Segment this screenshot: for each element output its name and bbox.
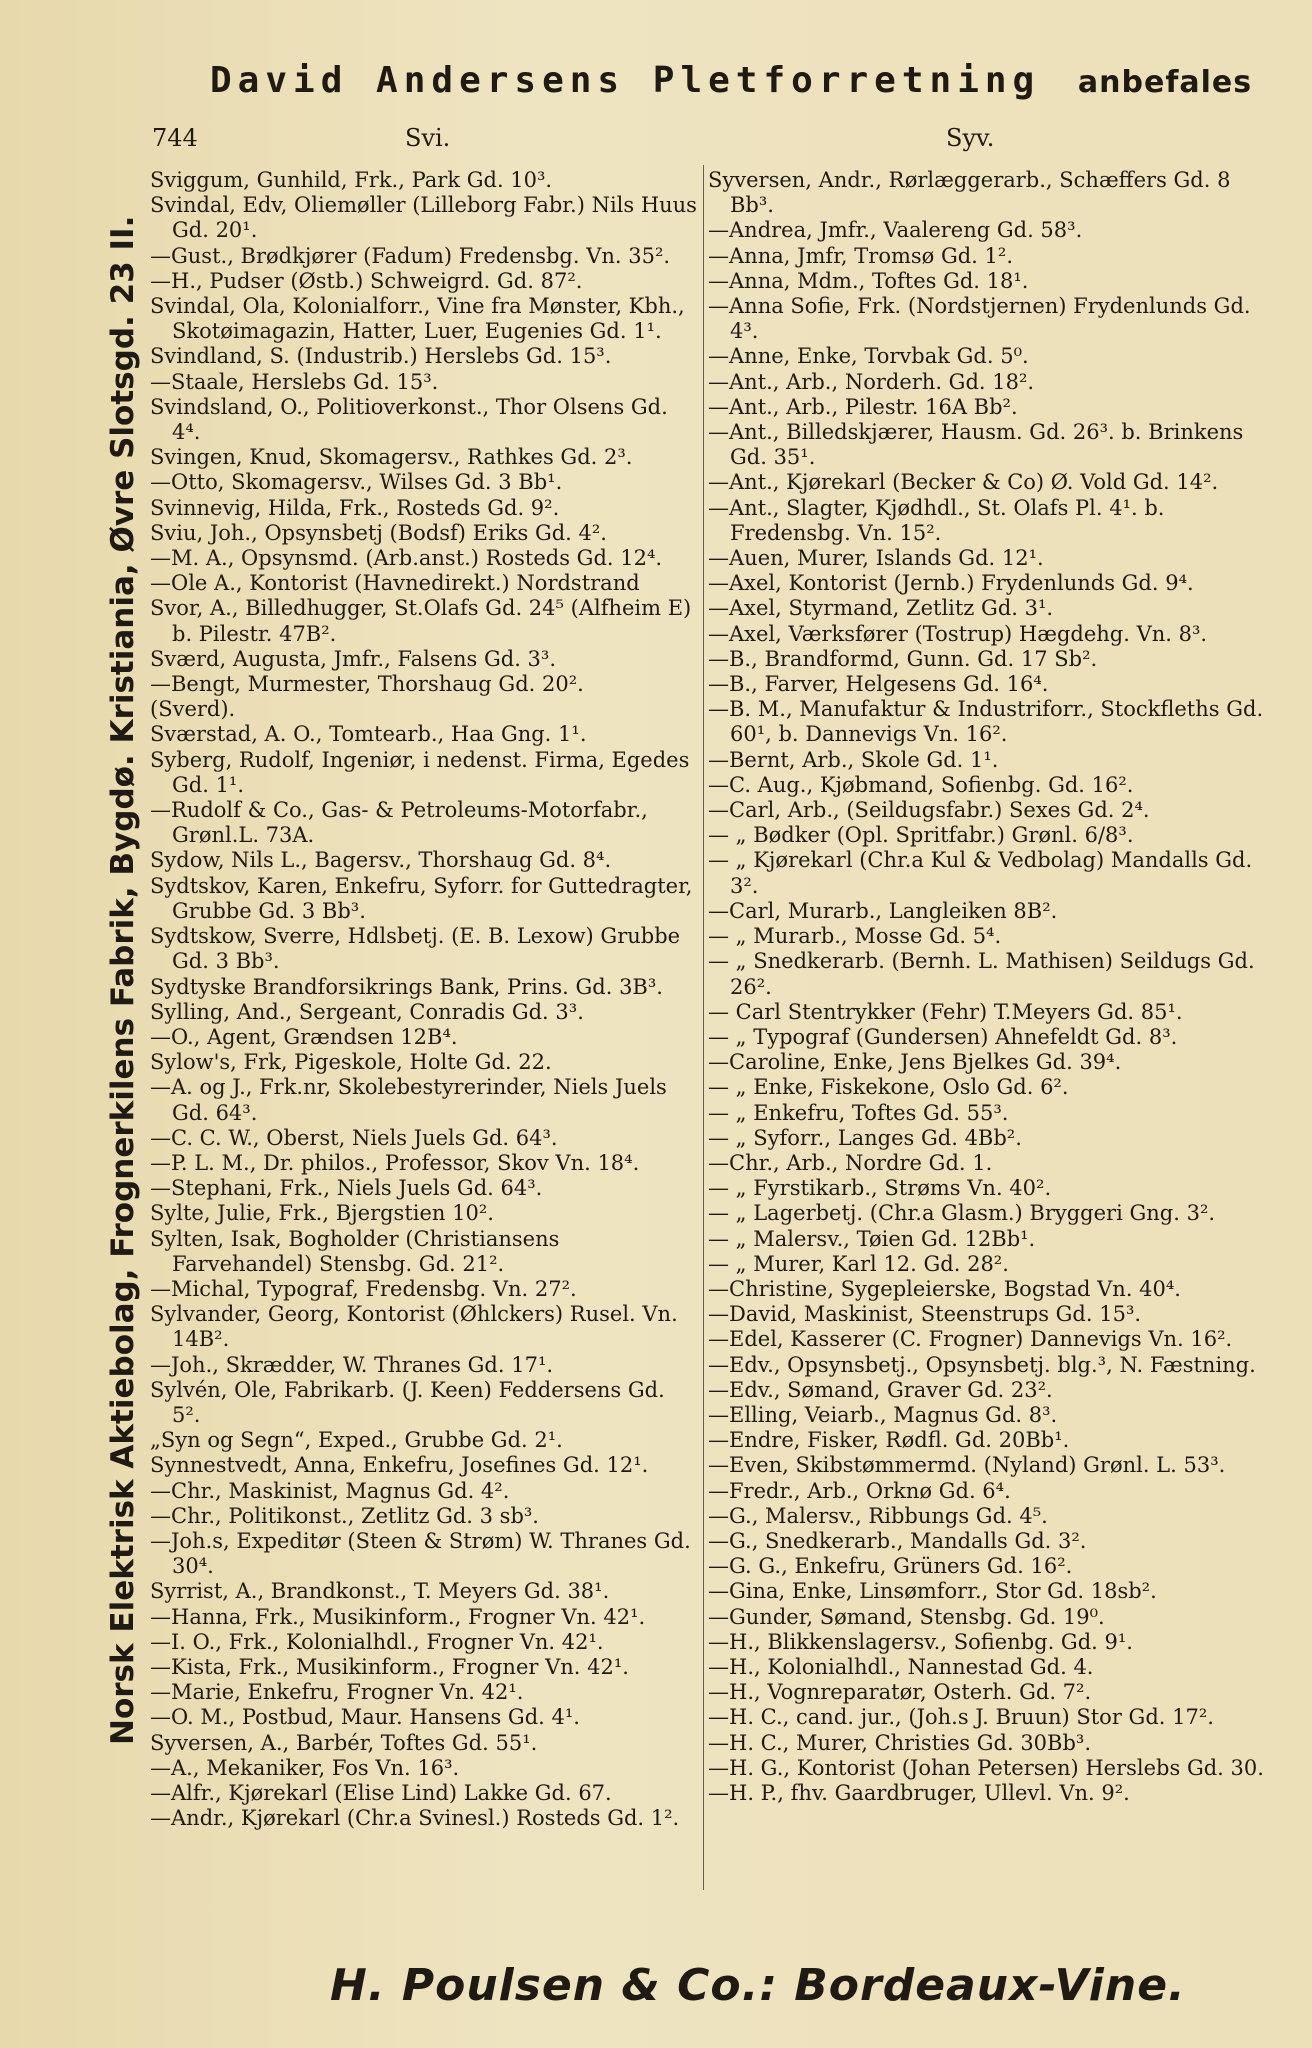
directory-entry: Sylling, And., Sergeant, Conradis Gd. 3³. (150, 999, 584, 1024)
directory-entry: — „ Typograf (Gundersen) Ahnefeldt Gd. 8³. (708, 1024, 1178, 1049)
directory-entry: Sylow's, Frk, Pigeskole, Holte Gd. 22. (150, 1050, 552, 1075)
directory-entry: —Chr., Arb., Nordre Gd. 1. (708, 1150, 993, 1175)
directory-entry: —H. C., Murer, Christies Gd. 30Bb³. (708, 1730, 1092, 1755)
directory-entry: Svinnevig, Hilda, Frk., Rosteds Gd. 9². (150, 495, 560, 520)
directory-entry: Svor, A., Billedhugger, St.Olafs Gd. 24⁵ (Alfheim E) b. Pilestr. 47B². (150, 596, 692, 646)
directory-entry: Syversen, Andr., Rørlæggerarb., Schæffers Gd. 8 Bb³. (708, 168, 1231, 218)
directory-entry: —Bengt, Murmester, Thorshaug Gd. 20². (150, 672, 584, 697)
directory-entry: —H., Blikkenslagersv., Sofienbg. Gd. 9¹. (708, 1629, 1133, 1654)
directory-entry: —Endre, Fisker, Rødfl. Gd. 20Bb¹. (708, 1428, 1070, 1453)
directory-entry: —Anne, Enke, Torvbak Gd. 5⁰. (708, 344, 1029, 369)
directory-entry: —Elling, Veiarb., Magnus Gd. 8³. (708, 1402, 1058, 1427)
directory-entry: Svindsland, O., Politioverkonst., Thor Olsens Gd. 4⁴. (150, 394, 668, 445)
directory-entry: — „ Murarb., Mosse Gd. 5⁴. (708, 924, 1002, 949)
directory-entry: —B., Farver, Helgesens Gd. 16⁴. (708, 672, 1049, 697)
directory-entry: —O., Agent, Grændsen 12B⁴. (150, 1024, 458, 1049)
directory-entry: „Syn og Segn“, Exped., Grubbe Gd. 2¹. (150, 1428, 563, 1453)
directory-entry: — „ Enkefru, Toftes Gd. 55³. (708, 1100, 1009, 1125)
directory-entry: —H., Vognreparatør, Osterh. Gd. 7². (708, 1680, 1092, 1705)
left-column (150, 168, 698, 1831)
directory-entry: — „ Enke, Fiskekone, Oslo Gd. 6². (708, 1075, 1069, 1100)
directory-entry: Svindal, Edv, Oliemøller (Lilleborg Fabr.) Nils Huus Gd. 20¹. (150, 193, 697, 243)
footer-advertisement: H. Poulsen & Co.: Bordeaux-Vine. (330, 1960, 1186, 2011)
column-divider (703, 165, 704, 1890)
directory-entry: —Caroline, Enke, Jens Bjelkes Gd. 39⁴. (708, 1050, 1122, 1075)
directory-entry: —Bernt, Arb., Skole Gd. 1¹. (708, 747, 999, 772)
directory-entry: —Andrea, Jmfr., Vaalereng Gd. 58³. (708, 218, 1083, 243)
directory-entry: Sylte, Julie, Frk., Bjergstien 10². (150, 1201, 494, 1226)
directory-entry: —David, Maskinist, Steenstrups Gd. 15³. (708, 1302, 1142, 1327)
directory-entry: —H. G., Kontorist (Johan Petersen) Herslebs Gd. 30. (708, 1755, 1264, 1780)
directory-entry: —Joh., Skrædder, W. Thranes Gd. 17¹. (150, 1352, 554, 1377)
directory-entry: —Gunder, Sømand, Stensbg. Gd. 19⁰. (708, 1604, 1105, 1629)
directory-entry: —Joh.s, Expeditør (Steen & Strøm) W. Thranes Gd. 30⁴. (150, 1528, 691, 1579)
directory-entry: —Ole A., Kontorist (Havnedirekt.) Nordstrand (150, 571, 640, 596)
directory-entry: —Staale, Herslebs Gd. 15³. (150, 369, 439, 394)
header-ad-text: David Andersens Pletforretning (210, 60, 1041, 101)
directory-entry: — „ Lagerbetj. (Chr.a Glasm.) Bryggeri Gng. 3². (708, 1201, 1216, 1226)
directory-entry: —Fredr., Arb., Orknø Gd. 6⁴. (708, 1478, 1011, 1503)
directory-entry: Sylten, Isak, Bogholder (Christiansens Farvehandel) Stensbg. Gd. 21². (150, 1226, 560, 1276)
directory-entry: —Even, Skibstømmermd. (Nyland) Grønl. L. 53³. (708, 1453, 1226, 1478)
directory-entry: — Carl Stentrykker (Fehr) T.Meyers Gd. 85¹. (708, 999, 1183, 1024)
directory-entry: —Gust., Brødkjører (Fadum) Fredensbg. Vn. 35². (150, 243, 671, 268)
directory-entry: — „ Syforr., Langes Gd. 4Bb². (708, 1125, 1022, 1150)
directory-entry: Sydtyske Brandforsikrings Bank, Prins. Gd. 3B³. (150, 974, 663, 999)
directory-entry: — „ Snedkerarb. (Bernh. L. Mathisen) Seildugs Gd. 26². (708, 949, 1255, 999)
directory-entry: —I. O., Frk., Kolonialhdl., Frogner Vn. 42¹. (150, 1629, 604, 1654)
side-advertisement: Norsk Elektrisk Aktiebolag, Frognerkilens Fabrik, Bygdø. Kristiania, Øvre Slotsgd. 23 II. (105, 215, 141, 1745)
directory-entry: —Ant., Billedskjærer, Hausm. Gd. 26³. b. Brinkens Gd. 35¹. (708, 420, 1244, 470)
directory-entry: Sværd, Augusta, Jmfr., Falsens Gd. 3³. (150, 646, 557, 671)
directory-entry: —B., Brandformd, Gunn. Gd. 17 Sb². (708, 646, 1098, 671)
directory-entry: Sydtskow, Sverre, Hdlsbetj. (E. B. Lexow) Grubbe Gd. 3 Bb³. (150, 924, 681, 974)
directory-entry: —Andr., Kjørekarl (Chr.a Svinesl.) Rosteds Gd. 1². (150, 1806, 680, 1831)
directory-entry: —A. og J., Frk.nr, Skolebestyrerinder, Niels Juels Gd. 64³. (150, 1075, 667, 1125)
directory-entry: —Axel, Styrmand, Zetlitz Gd. 3¹. (708, 596, 1054, 621)
directory-entry: —Rudolf & Co., Gas- & Petroleums-Motorfabr., Grønl.L. 73A. (150, 798, 648, 848)
directory-entry: Svingen, Knud, Skomagersv., Rathkes Gd. 2³. (150, 445, 633, 470)
running-head-right: Syv. (946, 124, 995, 152)
page-number: 744 (152, 124, 198, 152)
directory-entry: —Axel, Værksfører (Tostrup) Hægdehg. Vn. 8³. (708, 621, 1208, 646)
directory-entry: — „ Murer, Karl 12. Gd. 28². (708, 1251, 1009, 1276)
directory-entry: —Carl, Arb., (Seildugsfabr.) Sexes Gd. 2⁴. (708, 798, 1150, 823)
directory-entry: —Michal, Typograf, Fredensbg. Vn. 27². (150, 1276, 577, 1301)
directory-entry: —Anna Sofie, Frk. (Nordstjernen) Frydenlunds Gd. 4³. (708, 294, 1251, 344)
directory-entry: —B. M., Manufaktur & Industriforr., Stockfleths Gd. 60¹, b. Dannevigs Vn. 16². (708, 697, 1264, 747)
directory-entry: Sviggum, Gunhild, Frk., Park Gd. 10³. (150, 168, 553, 192)
directory-entry: —Ant., Arb., Norderh. Gd. 18². (708, 369, 1035, 394)
directory-entry: —Auen, Murer, Islands Gd. 12¹. (708, 546, 1044, 571)
directory-entry: —Otto, Skomagersv., Wilses Gd. 3 Bb¹. (150, 470, 563, 495)
directory-entry: Synnestvedt, Anna, Enkefru, Josefines Gd. 12¹. (150, 1453, 649, 1478)
directory-entry: —H., Pudser (Østb.) Schweigrd. Gd. 87². (150, 268, 583, 293)
directory-entry: Syversen, A., Barbér, Toftes Gd. 55¹. (150, 1730, 538, 1755)
directory-entry: — „ Kjørekarl (Chr.a Kul & Vedbolag) Mandalls Gd. 3². (708, 848, 1253, 898)
directory-entry: Svindal, Ola, Kolonialforr., Vine fra Mønster, Kbh., Skotøimagazin, Hatter, Luer, Eugenies Gd. 1¹. (150, 294, 685, 344)
directory-entry: —G. G., Enkefru, Grüners Gd. 16². (708, 1554, 1073, 1579)
directory-entry: Syrrist, A., Brandkonst., T. Meyers Gd. 38¹. (150, 1579, 610, 1604)
directory-entry: —Ant., Kjørekarl (Becker & Co) Ø. Vold Gd. 14². (708, 470, 1219, 495)
directory-entry: —Christine, Sygepleierske, Bogstad Vn. 40⁴. (708, 1276, 1181, 1301)
header-ad-suffix: anbefales (1077, 65, 1253, 100)
directory-entry: —Ant., Arb., Pilestr. 16A Bb². (708, 394, 1018, 419)
directory-entry: —Gina, Enke, Linsømforr., Stor Gd. 18sb². (708, 1579, 1157, 1604)
header-advertisement (210, 60, 1270, 101)
directory-entry: —Edv., Sømand, Graver Gd. 23². (708, 1377, 1053, 1402)
directory-entry: —Chr., Maskinist, Magnus Gd. 4². (150, 1478, 510, 1503)
directory-entry: —G., Malersv., Ribbungs Gd. 4⁵. (708, 1503, 1048, 1528)
directory-entry: —Alfr., Kjørekarl (Elise Lind) Lakke Gd. 67. (150, 1781, 612, 1805)
directory-entry: —Edel, Kasserer (C. Frogner) Dannevigs Vn. 16². (708, 1327, 1233, 1352)
directory-entry: —C. C. W., Oberst, Niels Juels Gd. 64³. (150, 1125, 558, 1150)
directory-entry: —A., Mekaniker, Fos Vn. 16³. (150, 1755, 460, 1780)
directory-entry: Sylvén, Ole, Fabrikarb. (J. Keen) Feddersens Gd. 5². (150, 1377, 665, 1427)
directory-entry: Syberg, Rudolf, Ingeniør, i nedenst. Firma, Egedes Gd. 1¹. (150, 747, 690, 797)
directory-entry: —Carl, Murarb., Langleiken 8B². (708, 898, 1058, 923)
directory-entry: —O. M., Postbud, Maur. Hansens Gd. 4¹. (150, 1705, 580, 1730)
directory-entry: —Chr., Politikonst., Zetlitz Gd. 3 sb³. (150, 1503, 539, 1528)
directory-entry: —Axel, Kontorist (Jernb.) Frydenlunds Gd. 9⁴. (708, 571, 1194, 596)
directory-entry: Sviu, Joh., Opsynsbetj (Bodsf) Eriks Gd. 4². (150, 520, 607, 545)
directory-entry: —Edv., Opsynsbetj., Opsynsbetj. blg.³, N. Fæstning. (708, 1352, 1256, 1377)
directory-entry: —P. L. M., Dr. philos., Professor, Skov Vn. 18⁴. (150, 1150, 640, 1175)
directory-entry: —M. A., Opsynsmd. (Arb.anst.) Rosteds Gd. 12⁴. (150, 546, 663, 571)
directory-entry: —G., Snedkerarb., Mandalls Gd. 3². (708, 1528, 1087, 1553)
directory-entry: —H., Kolonialhdl., Nannestad Gd. 4. (708, 1654, 1094, 1679)
directory-entry: —Kista, Frk., Musikinform., Frogner Vn. 42¹. (150, 1654, 629, 1679)
directory-entry: Svindland, S. (Industrib.) Herslebs Gd. 15³. (150, 344, 612, 369)
directory-entry: —Marie, Enkefru, Frogner Vn. 42¹. (150, 1680, 524, 1705)
directory-entry: (Sverd). (150, 697, 236, 722)
directory-entry: —Anna, Jmfr, Tromsø Gd. 1². (708, 243, 1013, 268)
directory-entry: Sydow, Nils L., Bagersv., Thorshaug Gd. 8⁴. (150, 848, 612, 873)
directory-entry: Sylvander, Georg, Kontorist (Øhlckers) Rusel. Vn. 14B². (150, 1302, 678, 1352)
directory-entry: —Hanna, Frk., Musikinform., Frogner Vn. 42¹. (150, 1604, 646, 1629)
directory-entry: Sydtskov, Karen, Enkefru, Syforr. for Guttedragter, Grubbe Gd. 3 Bb³. (150, 873, 693, 923)
directory-entry: — „ Bødker (Opl. Spritfabr.) Grønl. 6/8³. (708, 823, 1134, 848)
directory-entry: —Stephani, Frk., Niels Juels Gd. 64³. (150, 1176, 543, 1201)
running-head-left: Svi. (405, 124, 451, 152)
directory-entry: Sværstad, A. O., Tomtearb., Haa Gng. 1¹. (150, 722, 587, 747)
directory-entry: — „ Malersv., Tøien Gd. 12Bb¹. (708, 1226, 1036, 1251)
directory-entry: — „ Fyrstikarb., Strøms Vn. 40². (708, 1176, 1052, 1201)
directory-entry: —C. Aug., Kjøbmand, Sofienbg. Gd. 16². (708, 772, 1134, 797)
right-column (708, 168, 1268, 1806)
directory-entry: —Ant., Slagter, Kjødhdl., St. Olafs Pl. 4¹. b. Fredensbg. Vn. 15². (708, 495, 1165, 545)
directory-entry: —H. C., cand. jur., (Joh.s J. Bruun) Stor Gd. 17². (708, 1705, 1214, 1730)
directory-entry: —Anna, Mdm., Toftes Gd. 18¹. (708, 268, 1029, 293)
directory-entry: —H. P., fhv. Gaardbruger, Ullevl. Vn. 9². (708, 1781, 1130, 1805)
